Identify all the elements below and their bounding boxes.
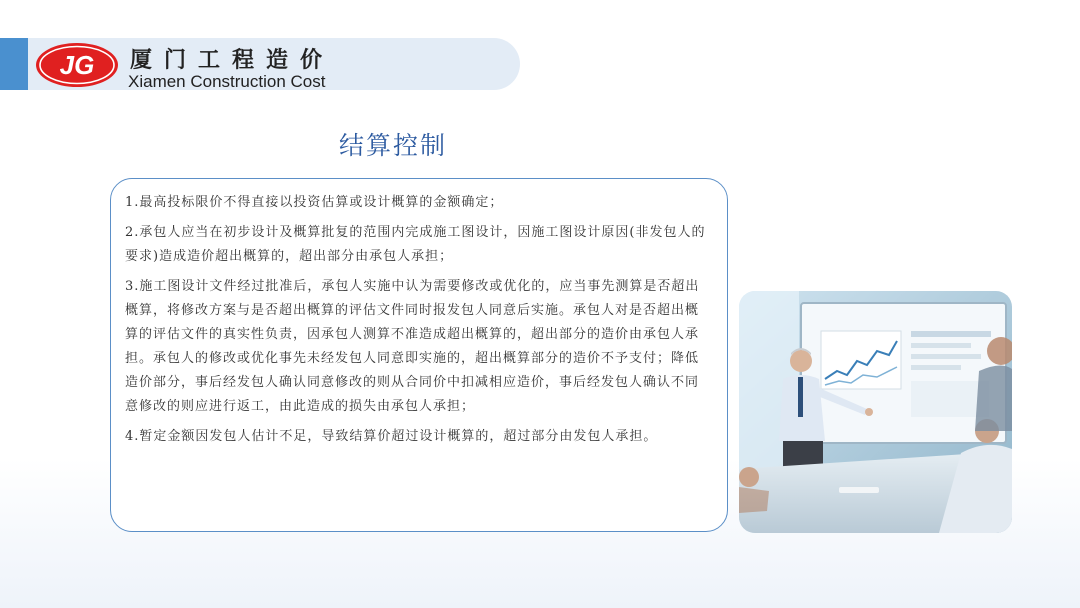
content-box [110,178,728,532]
header-accent-bar [0,38,28,90]
presentation-photo [739,291,1012,533]
paragraph-3: 3.施工图设计文件经过批准后，承包人实施中认为需要修改或优化的，应当事先测算是否超出概算，将修改方案与是否超出概算的评估文件同时报发包人同意后实施。承包人对是否超出概算的评估文件的真实性负责，因承包人测算不准造成超出概算的，超出部分的造价由承包人承担。承包人的修改或优化事先未经发包人同意即实施的，超出概算部分的造价不予支付；降低造价部分，事后经发包人确认同意修改的则从合同价中扣减相应造价，事后经发包人确认不同意修改的则应进行返工，由此造成的损失由承包人承担； [125,279,700,414]
jg-logo-icon [34,41,120,89]
company-name-cn: 厦门工程造价 [130,48,335,73]
logo-text: JG [59,50,95,80]
slide-title: 结算控制 [338,131,447,160]
company-name-en: Xiamen Construction Cost [128,72,326,91]
paragraph-2: 2.承包人应当在初步设计及概算批复的范围内完成施工图设计，因施工图设计原因(非发包人的要求)造成造价超出概算的，超出部分由承包人承担； [125,225,706,264]
paragraph-4: 4.暂定金额因发包人估计不足，导致结算价超过设计概算的，超过部分由发包人承担。 [125,429,658,444]
paragraph-1: 1.最高投标限价不得直接以投资估算或设计概算的金额确定； [125,195,504,210]
